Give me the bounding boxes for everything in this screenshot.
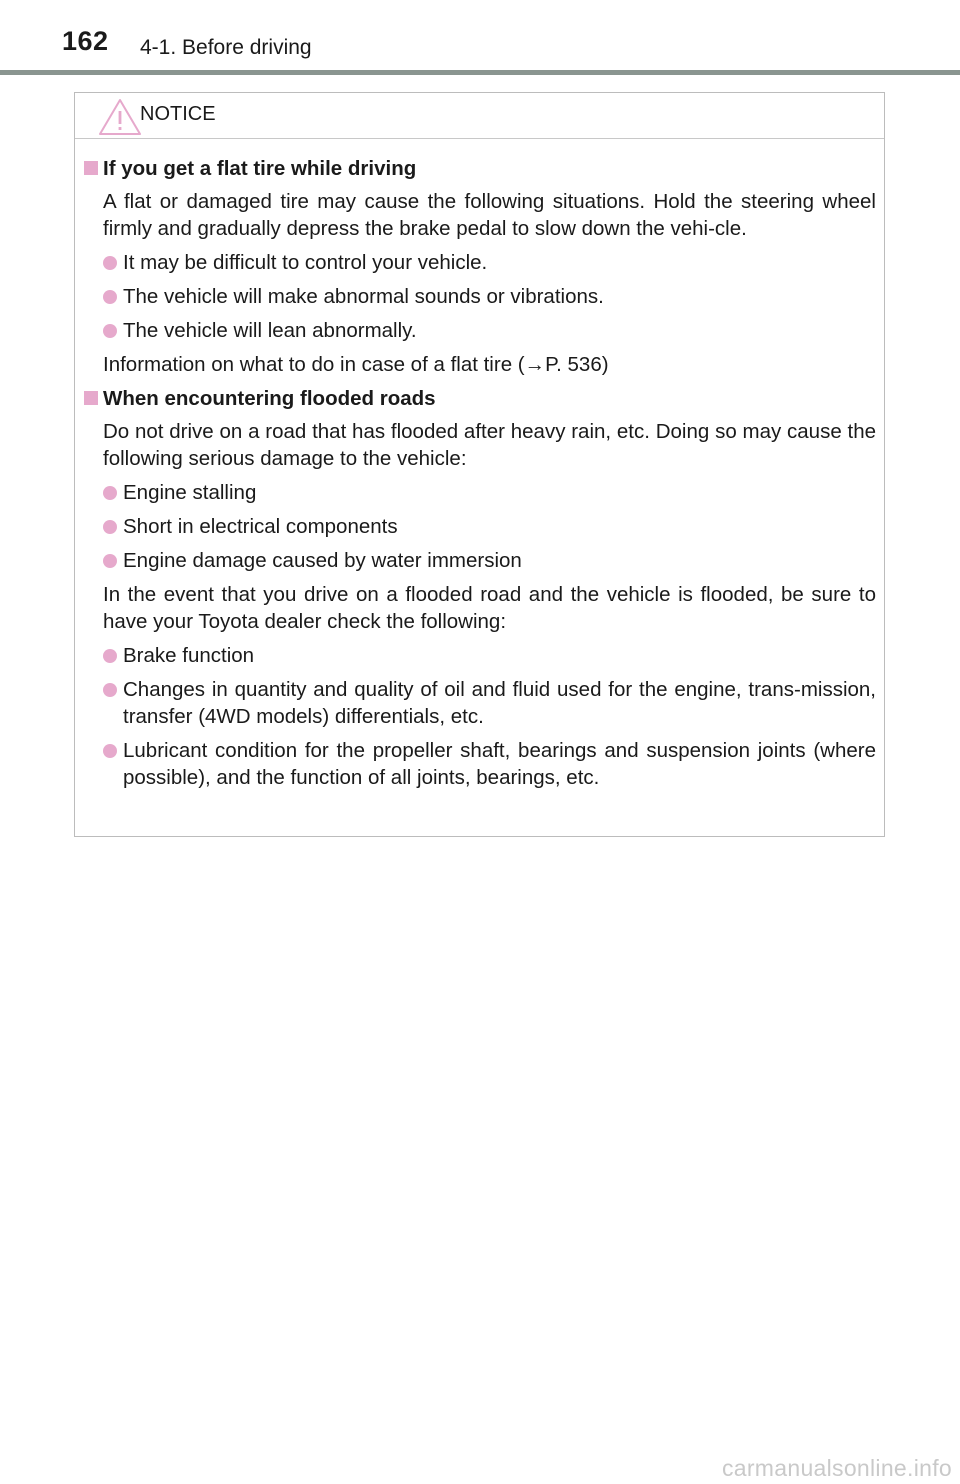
paragraph: In the event that you drive on a flooded road and the vehicle is flooded, be sure to have your Toyota dealer check the following: [103,583,876,633]
circle-bullet-icon [103,486,117,500]
watermark: carmanualsonline.info [721,1455,952,1481]
page-number: 162 [62,26,109,56]
list-item: Changes in quantity and quality of oil and fluid used for the engine, trans-mission, transfer (4WD models) differentials, etc. [103,676,876,730]
notice-box [74,92,885,837]
circle-bullet-icon [103,290,117,304]
warning-triangle-icon [97,97,143,137]
list-item: Short in electrical components [103,513,876,540]
header-rule [0,70,960,75]
heading-text: If you get a flat tire while driving [103,157,417,180]
paragraph: Do not drive on a road that has flooded after heavy rain, etc. Doing so may cause the following serious damage to the vehicle: [103,420,876,470]
circle-bullet-icon [103,256,117,270]
section-heading-flat-tire [93,155,876,182]
circle-bullet-icon [103,649,117,663]
notice-body [93,155,876,798]
list-item: The vehicle will lean abnormally. [103,317,876,344]
paragraph: A flat or damaged tire may cause the following situations. Hold the steering wheel firmly and gradually depress the brake pedal to slow down the vehi-cle. [103,190,876,240]
list-item: The vehicle will make abnormal sounds or vibrations. [103,283,876,310]
circle-bullet-icon [103,554,117,568]
section-title: 4-1. Before driving [140,36,312,59]
list-item: It may be difficult to control your vehicle. [103,249,876,276]
circle-bullet-icon [103,683,117,697]
list-item: Lubricant condition for the propeller shaft, bearings and suspension joints (where possible), and the function of all joints, bearings, etc. [103,737,876,791]
paragraph: Information on what to do in case of a flat tire (→P. 536) [103,353,609,376]
page-header [0,0,960,78]
section-heading-flooded-roads [93,385,876,412]
list-item: Brake function [103,642,876,669]
circle-bullet-icon [103,744,117,758]
square-bullet-icon [84,161,98,175]
heading-text: When encountering flooded roads [103,387,436,410]
circle-bullet-icon [103,324,117,338]
square-bullet-icon [84,391,98,405]
list-item: Engine damage caused by water immersion [103,547,876,574]
notice-header [75,93,884,139]
circle-bullet-icon [103,520,117,534]
notice-label: NOTICE [140,103,216,125]
list-item: Engine stalling [103,479,876,506]
